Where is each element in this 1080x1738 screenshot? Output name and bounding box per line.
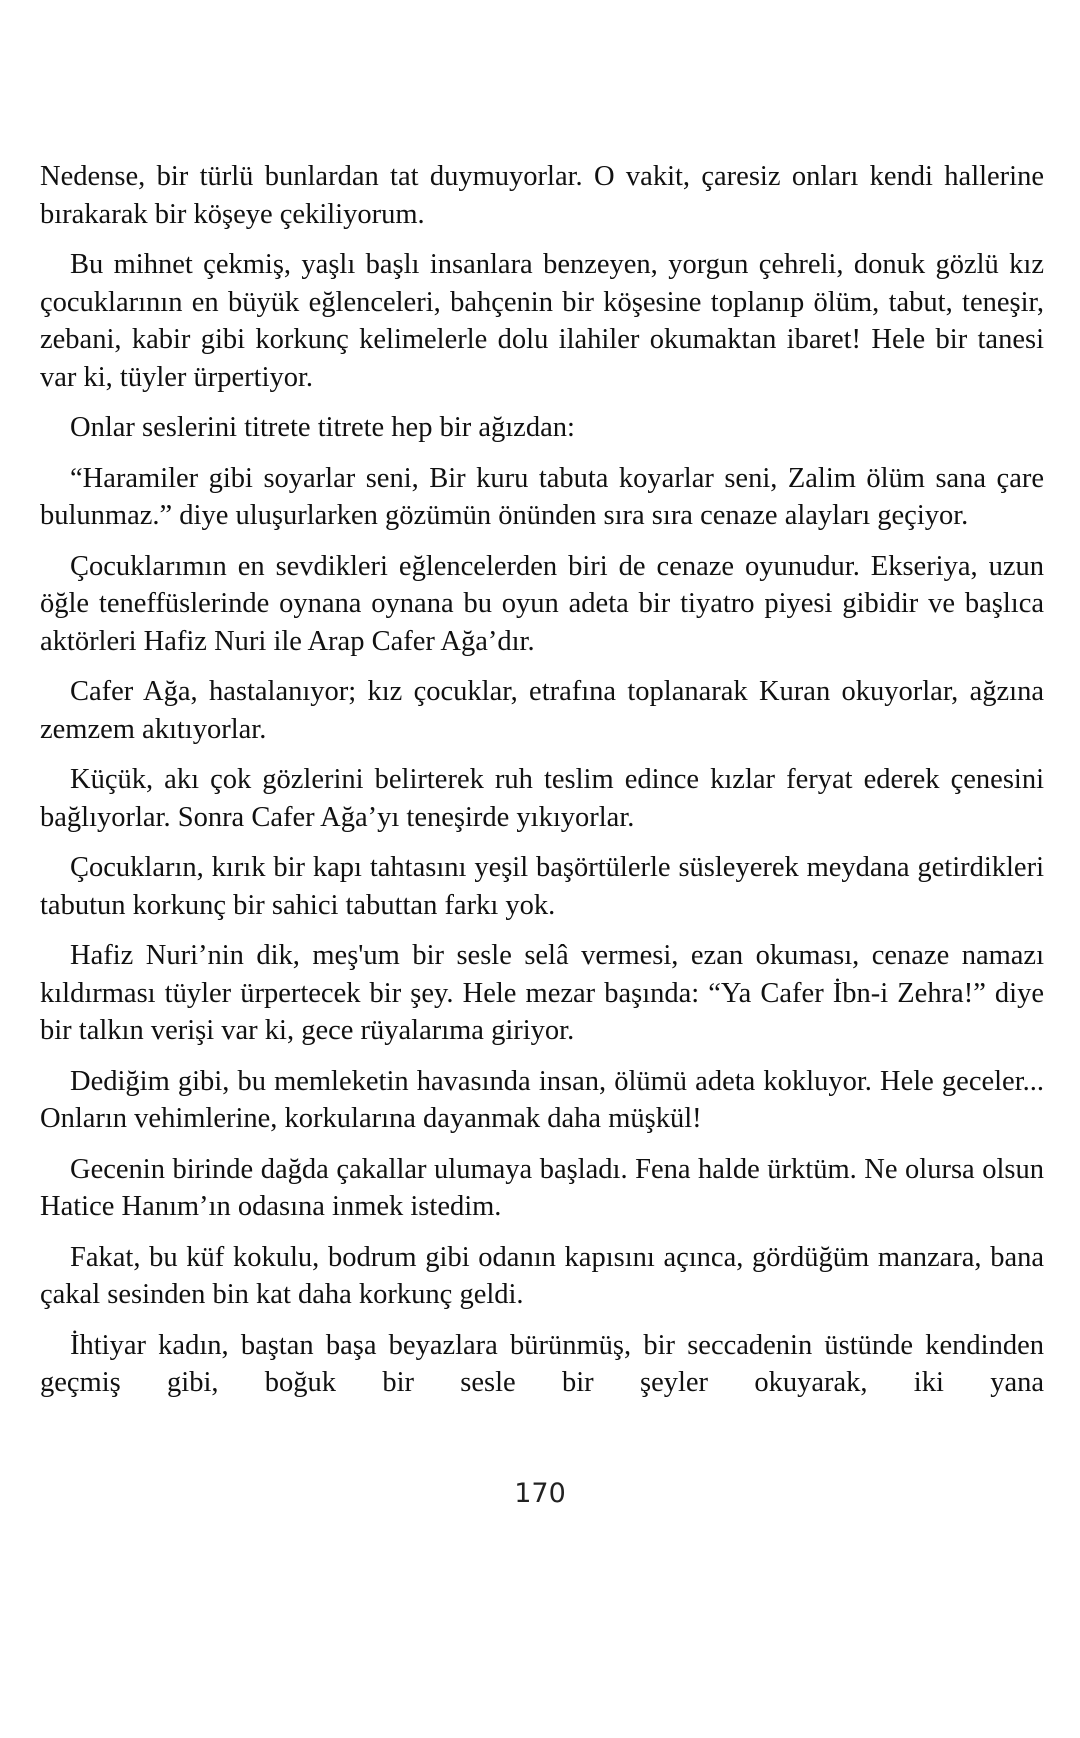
book-page-body (40, 158, 1044, 1415)
paragraph-quote: “Haramiler gibi soyarlar seni, Bir kuru tabuta koyarlar seni, Zalim ölüm sana çare bulunmaz.” diye uluşurlarken gözümün önünden sıra sıra cenaze alayları geçiyor. (40, 462, 1044, 531)
paragraph: Çocukların, kırık bir kapı tahtasını yeşil başörtülerle süsleyerek meydana getirdikleri tabutun korkunç bir sahici tabuttan farkı yok. (40, 852, 1044, 921)
paragraph: Cafer Ağa, hastalanıyor; kız çocuklar, etrafına toplanarak Kuran okuyorlar, ağzına zemzem akıtıyorlar. (40, 676, 1044, 745)
paragraph-continued: Nedense, bir türlü bunlardan tat duymuyorlar. O vakit, çaresiz onları kendi hallerine bırakarak bir köşeye çekiliyorum. (40, 161, 1044, 230)
paragraph: Küçük, akı çok gözlerini belirterek ruh teslim edince kızlar feryat ederek çenesini bağlıyorlar. Sonra Cafer Ağa’yı teneşirde yıkıyorlar. (40, 764, 1044, 833)
paragraph-continues-next-page: İhtiyar kadın, baştan başa beyazlara bürünmüş, bir seccadenin üstünde kendinden geçmiş gibi, boğuk bir sesle bir şeyler okuyarak, iki yana (40, 1329, 1044, 1398)
paragraph: Fakat, bu küf kokulu, bodrum gibi odanın kapısını açınca, gördüğüm manzara, bana çakal sesinden bin kat daha korkunç geldi. (40, 1241, 1044, 1310)
paragraph: Dediğim gibi, bu memleketin havasında insan, ölümü adeta kokluyor. Hele geceler... Onların vehimlerine, korkularına dayanmak daha müşkül! (40, 1065, 1044, 1134)
paragraph: Gecenin birinde dağda çakallar ulumaya başladı. Fena halde ürktüm. Ne olursa olsun Hatice Hanım’ın odasına inmek istedim. (40, 1153, 1044, 1222)
paragraph: Bu mihnet çekmiş, yaşlı başlı insanlara benzeyen, yorgun çehreli, donuk gözlü kız çocuklarının en büyük eğlenceleri, bahçenin bir köşesine toplanıp ölüm, tabut, teneşir, zebani, kabir gibi korkunç kelimelerle dolu ilahiler okumaktan ibaret! Hele bir tanesi var ki, tüyler ürpertiyor. (40, 249, 1044, 393)
paragraph: Onlar seslerini titrete titrete hep bir ağızdan: (70, 412, 575, 443)
paragraph: Hafiz Nuri’nin dik, meş'um bir sesle selâ vermesi, ezan okuması, cenaze namazı kıldırması tüyler ürpertecek bir şey. Hele mezar başında: “Ya Cafer İbn-i Zehra!” diye bir talkın verişi var ki, gece rüyalarıma giriyor. (40, 940, 1044, 1046)
paragraph: Çocuklarımın en sevdikleri eğlencelerden biri de cenaze oyunudur. Ekseriya, uzun öğle teneffüslerinde oynana oynana bu oyun adeta bir tiyatro piyesi gibidir ve başlıca aktörleri Hafiz Nuri ile Arap Cafer Ağa’dır. (40, 550, 1044, 657)
page-number: 170 (514, 1478, 566, 1509)
